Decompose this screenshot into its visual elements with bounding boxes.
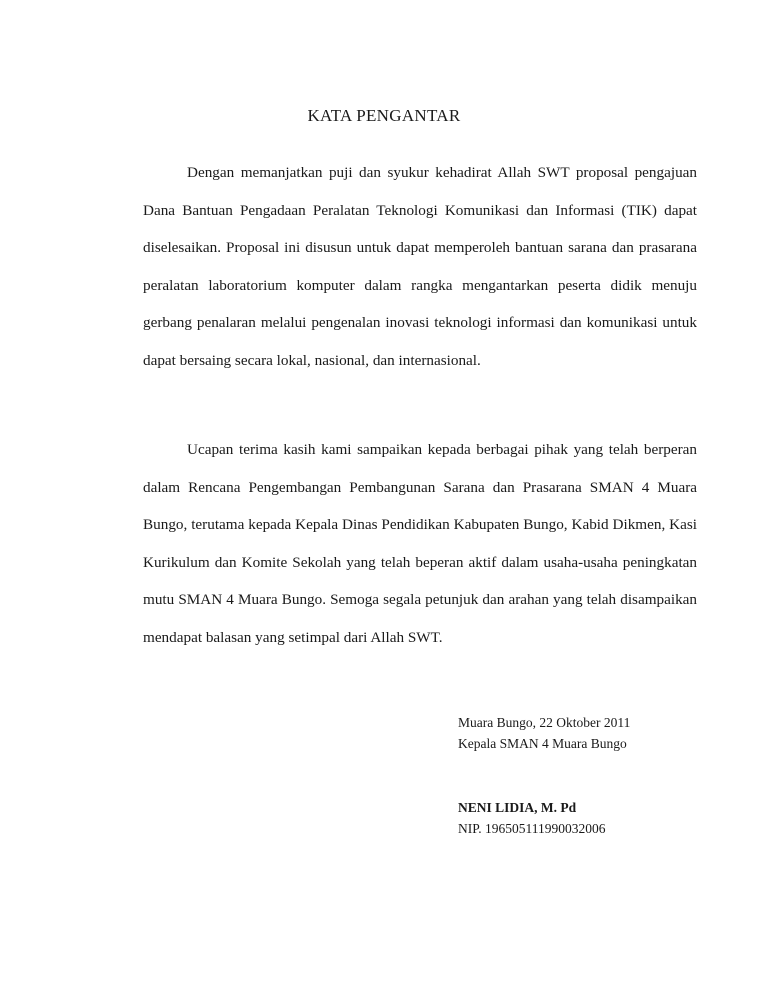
signature-place-date: Muara Bungo, 22 Oktober 2011 xyxy=(458,715,631,730)
page-title: KATA PENGANTAR xyxy=(307,106,461,125)
signature-position: Kepala SMAN 4 Muara Bungo xyxy=(458,736,627,751)
paragraph-opening: Dengan memanjatkan puji dan syukur kehadirat Allah SWT proposal pengajuan Dana Bantuan Pengadaan Peralatan Teknologi Komunikasi dan Informasi (TIK) dapat diselesaikan. Proposal ini disusun untuk dapat memperoleh bantuan sarana dan prasarana peralatan laboratorium komputer dalam rangka mengantarkan peserta didik menuju gerbang penalaran melalui pengenalan inovasi teknologi informasi dan komunikasi untuk dapat bersaing secara lokal, nasional, dan internasional. xyxy=(143,164,697,369)
signature-block xyxy=(458,712,630,839)
signature-name: NENI LIDIA, M. Pd xyxy=(458,800,577,815)
signature-nip: NIP. 196505111990032006 xyxy=(458,821,606,836)
paragraph-thanks: Ucapan terima kasih kami sampaikan kepada berbagai pihak yang telah berperan dalam Rencana Pengembangan Pembangunan Sarana dan Prasarana SMAN 4 Muara Bungo, terutama kepada Kepala Dinas Pendidikan Kabupaten Bungo, Kabid Dikmen, Kasi Kurikulum dan Komite Sekolah yang telah beperan aktif dalam usaha-usaha peningkatan mutu SMAN 4 Muara Bungo. Semoga segala petunjuk dan arahan yang telah disampaikan mendapat balasan yang setimpal dari Allah SWT. xyxy=(143,441,697,646)
